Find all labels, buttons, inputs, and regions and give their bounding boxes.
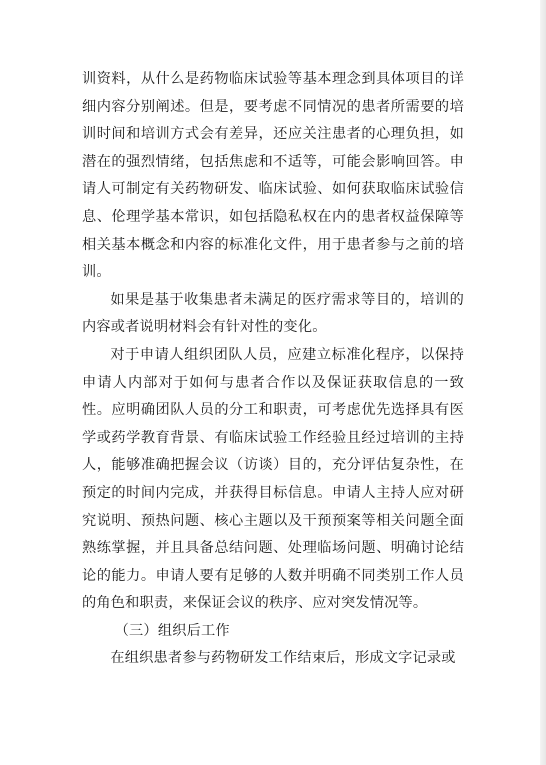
paragraph-post-work: 在组织患者参与药物研发工作结束后，形成文字记录或 (110, 650, 456, 667)
paragraph-unmet-needs: 如果是基于收集患者未满足的医疗需求等目的，培训的内容或者说明材料会有针对性的变化。 (82, 291, 464, 336)
paragraph-training-materials: 训资料，从什么是药物临床试验等基本理念到具体项目的详细内容分别阐述。但是，要考虑不同情况的患者所需要的培训时间和培训方式会有差异，还应关注患者的心理负担，如潜在的强烈情绪，包括焦虑和不适等，可能会影响回答。申请人可制定有关药物研发、临床试验、如何获取临床试验信息、伦理学基本常识，如包括隐私权在内的患者权益保障等相关基本概念和内容的标准化文件，用于患者参与之前的培训。 (82, 71, 464, 281)
paragraph-team-organization: 对于申请人组织团队人员，应建立标准化程序，以保持申请人内部对于如何与患者合作以及保证获取信息的一致性。应明确团队人员的分工和职责，可考虑优先选择具有医学或药学教育背景、有临床试验工作经验且经过培训的主持人，能够准确把握会议（访谈）目的，充分评估复杂性，在预定的时间内完成，并获得目标信息。申请人主持人应对研究说明、预热问题、核心主题以及干预预案等相关问题全面熟练掌握，并且具备总结问题、处理临场问题、明确讨论结论的能力。申请人要有足够的人数并明确不同类别工作人员的角色和职责，来保证会议的秩序、应对突发情况等。 (82, 346, 464, 612)
document-body (82, 66, 464, 673)
page-edge-shadow (540, 0, 546, 765)
section-heading: （三）组织后工作 (114, 622, 230, 639)
